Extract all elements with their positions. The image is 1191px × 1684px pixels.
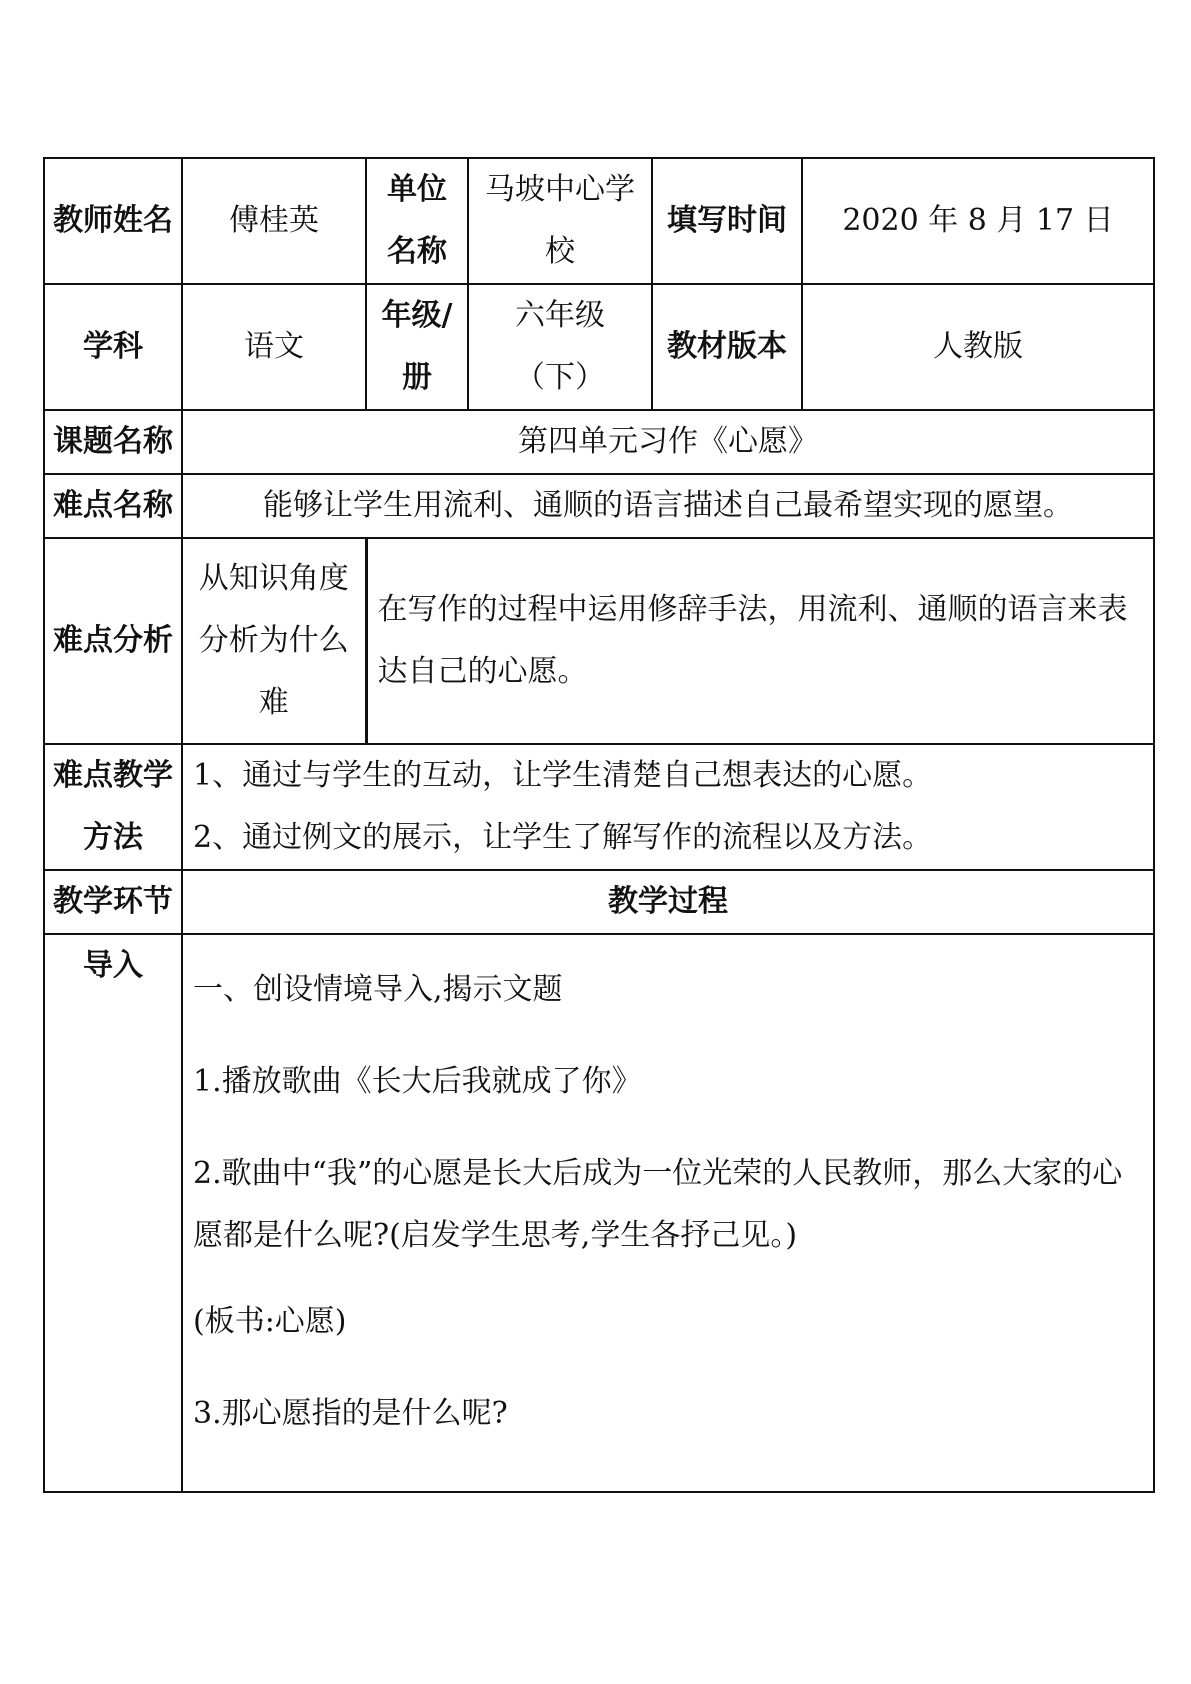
lesson-plan-table: [43, 157, 1155, 1493]
process-header-row: [44, 870, 1154, 934]
method-row: [44, 744, 1154, 870]
intro-line-3: 2.歌曲中“我”的心愿是长大后成为一位光荣的人民教师，那么大家的心愿都是什么呢?(启发学生思考,学生各抒己见。): [193, 1156, 1123, 1253]
topic-row: [44, 410, 1154, 474]
unit-name-value: [468, 158, 652, 284]
method-label-line-2: 方法: [83, 820, 143, 855]
intro-body: [182, 934, 1154, 1492]
grade-value-line-1: 六年级: [515, 298, 605, 333]
analysis-label: 难点分析: [44, 538, 182, 744]
difficulty-row: [44, 474, 1154, 538]
subject-row: [44, 284, 1154, 410]
analysis-sub-label-line-2: 分析为什么: [198, 623, 349, 658]
unit-name-label-line-1: 单位: [387, 172, 447, 207]
unit-name-label: [366, 158, 468, 284]
unit-name-value-line-1: 马坡中心学: [485, 172, 635, 207]
method-label: [44, 744, 182, 870]
fill-date-label: 填写时间: [652, 158, 802, 284]
teacher-row: [44, 158, 1154, 284]
teaching-stage-label: 教学环节: [44, 870, 182, 934]
intro-line-4: (板书:心愿): [193, 1304, 347, 1339]
grade-value-line-2: （下）: [515, 360, 605, 395]
subject-label: 学科: [44, 284, 182, 410]
grade-value: [468, 284, 652, 410]
grade-label-line-2: 册: [402, 360, 432, 395]
analysis-sub-label: [182, 538, 366, 744]
topic-label: 课题名称: [44, 410, 182, 474]
teacher-name-value: 傅桂英: [182, 158, 366, 284]
difficulty-label: 难点名称: [44, 474, 182, 538]
difficulty-value: 能够让学生用流利、通顺的语言描述自己最希望实现的愿望。: [182, 474, 1154, 538]
unit-name-value-line-2: 校: [545, 234, 575, 269]
teacher-name-label: 教师姓名: [44, 158, 182, 284]
unit-name-label-line-2: 名称: [387, 234, 447, 269]
analysis-value: 在写作的过程中运用修辞手法，用流利、通顺的语言来表达自己的心愿。: [366, 538, 1154, 744]
edition-label: 教材版本: [652, 284, 802, 410]
method-label-line-1: 难点教学: [53, 758, 173, 793]
intro-row: [44, 934, 1154, 1492]
grade-label-line-1: 年级/: [381, 298, 453, 333]
intro-label: 导入: [44, 934, 182, 1492]
grade-label: [366, 284, 468, 410]
subject-value: 语文: [182, 284, 366, 410]
method-line-2: 2、通过例文的展示，让学生了解写作的流程以及方法。: [193, 820, 933, 855]
teaching-process-label: 教学过程: [182, 870, 1154, 934]
analysis-row: [44, 538, 1154, 744]
analysis-sub-label-line-1: 从知识角度: [198, 561, 349, 596]
edition-value: 人教版: [802, 284, 1154, 410]
method-value: [182, 744, 1154, 870]
intro-line-2: 1.播放歌曲《长大后我就成了你》: [193, 1064, 642, 1099]
intro-line-5: 3.那心愿指的是什么呢?: [193, 1396, 508, 1431]
analysis-sub-label-line-3: 难: [258, 685, 289, 720]
intro-line-1: 一、创设情境导入,揭示文题: [193, 972, 563, 1007]
method-line-1: 1、通过与学生的互动，让学生清楚自己想表达的心愿。: [193, 758, 933, 793]
fill-date-value: 2020 年 8 月 17 日: [802, 158, 1154, 284]
topic-value: 第四单元习作《心愿》: [182, 410, 1154, 474]
